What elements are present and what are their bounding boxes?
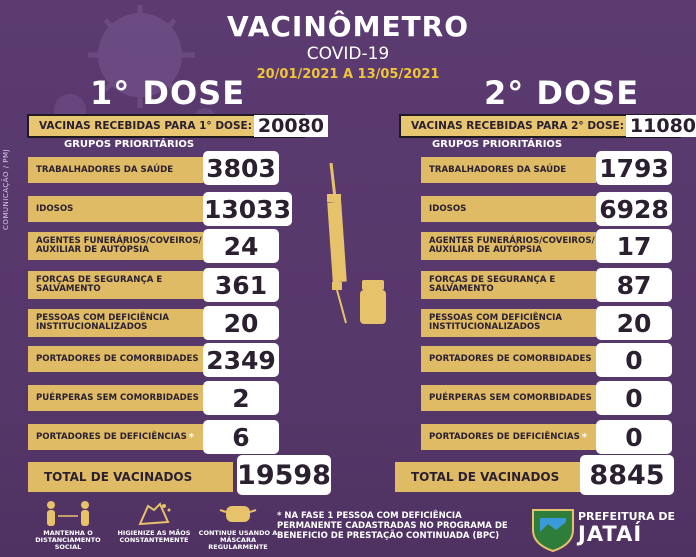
dose2-total-label: TOTAL DE VACINADOS — [411, 470, 560, 484]
row-label: AGENTES FUNERÁRIOS/COVEIROS/ AUXILIAR DE AUTÓPSIA — [429, 236, 595, 255]
dose1-received-label: VACINAS RECEBIDAS PARA 1° DOSE: — [39, 120, 252, 132]
city-seal-icon — [528, 506, 578, 552]
dose1-value-idosos: 13033 — [203, 192, 292, 226]
dose2-value-funerarios: 17 — [596, 229, 672, 263]
dose2-total-row — [395, 462, 585, 492]
dose1-total-label: TOTAL DE VACINADOS — [44, 470, 193, 484]
dose2-row-seguranca — [421, 271, 596, 299]
row-label: FORÇAS DE SEGURANÇA E SALVAMENTO — [36, 275, 163, 294]
dose1-value-deficiencia-inst: 20 — [203, 306, 279, 340]
footer-hands-text: HIGIENIZE AS MÃOS CONSTANTEMENTE — [117, 529, 191, 544]
dose1-row-deficiencia-inst — [28, 309, 203, 337]
dose2-received-value: 11080 — [626, 115, 696, 137]
row-label: IDOSOS — [36, 203, 74, 214]
row-label: AGENTES FUNERÁRIOS/COVEIROS/ AUXILIAR DE AUTÓPSIA — [36, 236, 202, 255]
row-label: PESSOAS COM DEFICIÊNCIA INSTITUCIONALIZADOS — [36, 313, 170, 332]
dose1-row-funerarios — [28, 232, 203, 260]
row-label: TRABALHADORES DA SAÚDE — [429, 164, 567, 175]
row-label: PESSOAS COM DEFICIÊNCIA INSTITUCIONALIZADOS — [429, 313, 563, 332]
dose1-value-puerperas: 2 — [203, 381, 279, 415]
dose1-value-seguranca: 361 — [203, 268, 279, 302]
row-label: FORÇAS DE SEGURANÇA E SALVAMENTO — [429, 275, 556, 294]
row-label: PORTADORES DE COMORBIDADES — [429, 353, 592, 364]
dose1-row-puerperas — [28, 385, 203, 411]
dose2-value-deficiencia-inst: 20 — [596, 306, 672, 340]
asterisk-icon: * — [188, 431, 195, 443]
dose2-row-comorbidades — [421, 346, 596, 372]
dose2-row-funerarios — [421, 232, 596, 260]
dose2-value-comorbidades: 0 — [596, 343, 672, 377]
dose2-value-idosos: 6928 — [596, 192, 672, 226]
city-name: JATAÍ — [578, 522, 643, 546]
date-range: 20/01/2021 A 13/05/2021 — [256, 67, 440, 82]
row-label: PUÉRPERAS SEM COMORBIDADES — [36, 392, 199, 403]
syringe-icon — [318, 158, 393, 326]
row-label: TRABALHADORES DA SAÚDE — [36, 164, 174, 175]
footer-mask-text: CONTINUE USANDO A MÁSCARA REGULARMENTE — [198, 529, 278, 551]
dose1-received-value: 20080 — [254, 115, 328, 137]
dose2-row-puerperas — [421, 385, 596, 411]
dose1-title: 1° DOSE — [90, 74, 246, 112]
prefeitura-label: PREFEITURA DE — [578, 510, 676, 523]
dose2-total-value: 8845 — [580, 455, 674, 495]
dose2-value-puerperas: 0 — [596, 381, 672, 415]
row-label: PORTADORES DE DEFICIÊNCIAS — [36, 431, 187, 442]
footer-hands — [114, 500, 194, 544]
dose2-row-idosos — [421, 196, 596, 222]
page-subtitle: COVID-19 — [306, 44, 390, 64]
page-title: VACINÔMETRO — [226, 10, 470, 43]
dose1-row-deficiencias — [28, 424, 203, 450]
dose1-value-funerarios: 24 — [203, 229, 279, 263]
dose1-row-comorbidades — [28, 346, 203, 372]
footer-distance — [28, 500, 108, 551]
dose1-value-saude: 3803 — [203, 151, 279, 185]
row-label: PUÉRPERAS SEM COMORBIDADES — [429, 392, 592, 403]
dose2-value-saude: 1793 — [596, 151, 672, 185]
dose2-received-label: VACINAS RECEBIDAS PARA 2° DOSE: — [411, 120, 624, 132]
dose1-received — [27, 114, 325, 138]
dose2-value-seguranca: 87 — [596, 268, 672, 302]
dose1-value-deficiencias: 6 — [203, 420, 279, 454]
dose2-row-deficiencia-inst — [421, 309, 596, 337]
dose1-total-row — [28, 462, 233, 492]
row-label: PORTADORES DE COMORBIDADES — [36, 353, 199, 364]
row-label: PORTADORES DE DEFICIÊNCIAS — [429, 431, 580, 442]
asterisk-icon: * — [581, 431, 588, 443]
footer-mask — [198, 500, 278, 551]
dose1-total-value: 19598 — [237, 455, 331, 495]
dose2-received — [399, 114, 696, 138]
dose1-row-idosos — [28, 196, 203, 222]
dose1-groups-heading: GRUPOS PRIORITÁRIOS — [64, 139, 195, 150]
footnote: * NA FASE 1 PESSOA COM DEFICIÊNCIA PERMANENTE CADASTRADAS NO PROGRAMA DE BENEFICIO DE PRESTAÇÃO CONTINUADA (BPC) — [277, 511, 508, 541]
hand-wash-icon — [134, 500, 174, 528]
dose2-row-deficiencias — [421, 424, 596, 450]
dose1-row-seguranca — [28, 271, 203, 299]
dose2-value-deficiencias: 0 — [596, 420, 672, 454]
dose2-title: 2° DOSE — [484, 74, 640, 112]
mask-icon — [218, 500, 258, 528]
row-label: IDOSOS — [429, 203, 467, 214]
dose1-row-saude — [28, 157, 203, 183]
prefeitura-logo — [578, 510, 675, 546]
dose2-row-saude — [421, 157, 596, 183]
dose2-groups-heading: GRUPOS PRIORITÁRIOS — [432, 139, 563, 150]
credit-text: COMUNICAÇÃO / PMJ — [2, 148, 10, 230]
dose1-value-comorbidades: 2349 — [203, 343, 279, 377]
social-distance-icon — [43, 500, 93, 528]
footer-distance-text: MANTENHA O DISTANCIAMENTO SOCIAL — [35, 529, 101, 551]
